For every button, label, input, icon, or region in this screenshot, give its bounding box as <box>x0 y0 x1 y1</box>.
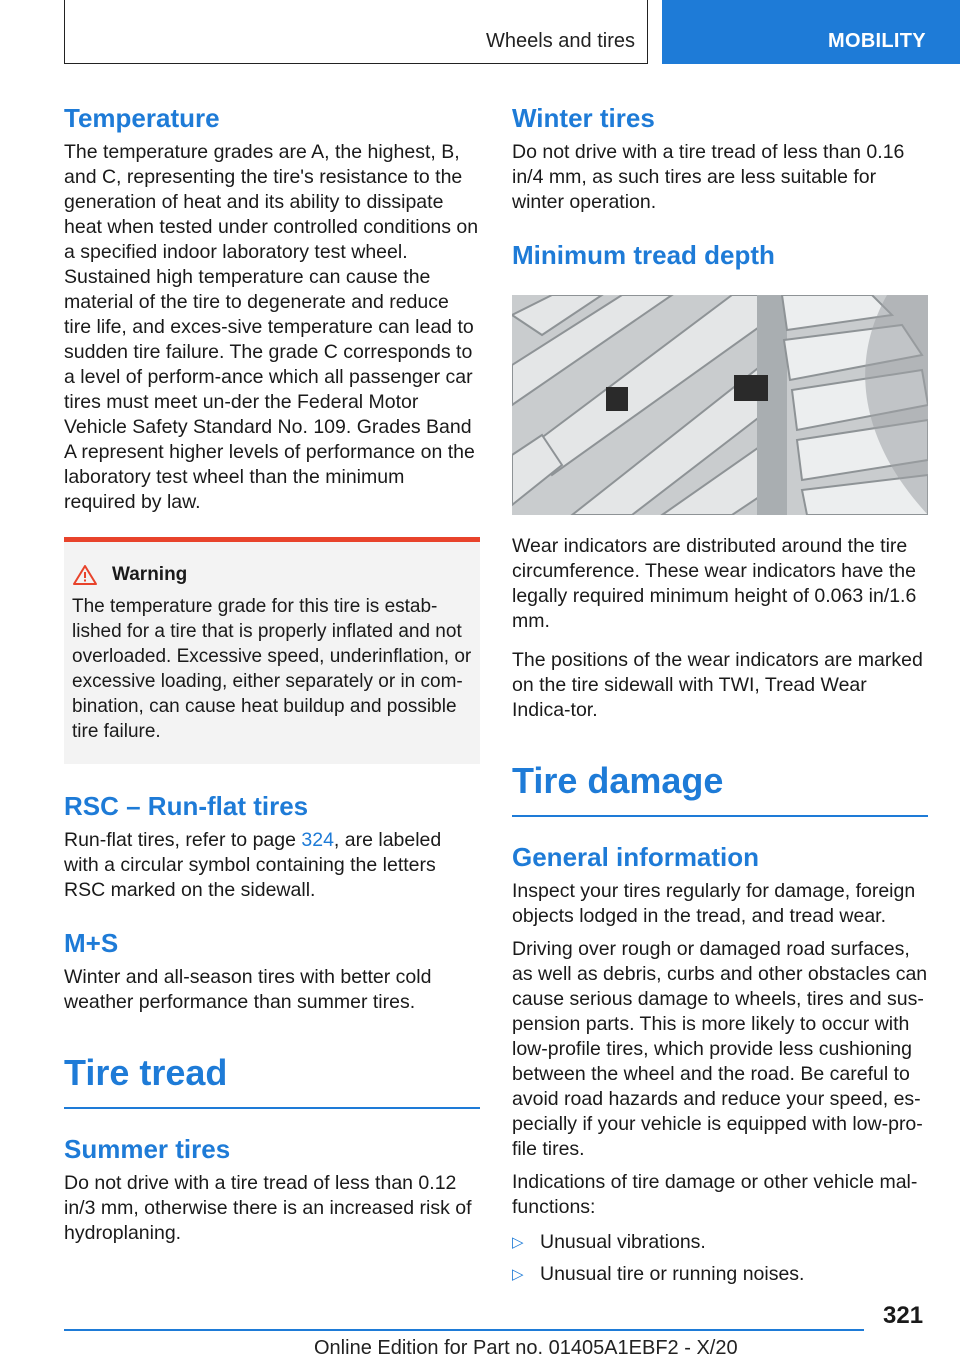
temperature-heading: Temperature <box>64 103 220 133</box>
right-column <box>512 100 928 1294</box>
rsc-paragraph <box>64 828 480 903</box>
temperature-paragraph: The temperature grades are A, the highest, B, and C, representing the tire's resistance to the generation of heat and its ability to dissipate heat when tested under controlled conditions on a specified indoor laboratory test wheel. Sustained high temperature can cause the material of the tire to degenerate and reduce tire life, and exces-sive temperature can lead to sudden tire failure. The grade C corresponds to a level of perform-ance which all passenger car tires must meet un-der the Federal Motor Vehicle Safety Standard No. 109. Grades Band A represent higher levels of performance on the laboratory test wheel than the minimum required by law. <box>64 141 479 513</box>
edition-note: Online Edition for Part no. 01405A1EBF2 - X/20 <box>314 1337 738 1359</box>
ms-heading: M+S <box>64 928 119 958</box>
list-item-text: Unusual vibrations. <box>540 1231 706 1253</box>
general-paragraph-3: Indications of tire damage or other vehicle mal-functions: <box>512 1171 918 1218</box>
rsc-heading: RSC – Run-flat tires <box>64 791 309 821</box>
winter-tires-heading: Winter tires <box>512 103 655 133</box>
wear-indicator-left <box>606 387 628 411</box>
wear-indicator-paragraph: Wear indicators are distributed around the tire circumference. These wear indicators have the legally required minimum height of 0.063 in/1.6 mm. <box>512 535 917 632</box>
minimum-tread-heading: Minimum tread depth <box>512 240 775 270</box>
ms-paragraph: Winter and all-season tires with better cold weather performance than summer tires. <box>64 966 432 1013</box>
general-paragraph-2: Driving over rough or damaged road surfaces, as well as debris, curbs and other obstacles can cause serious damage to wheels, tires and sus-pension parts. This is more likely to occur with low-profile tires, which provide less cushioning between the wheel and the road. Be careful to avoid road hazards and reduce your speed, es-pecially if your vehicle is equipped with low-pro-file tires. <box>512 938 928 1160</box>
header-box <box>64 0 648 64</box>
warning-box <box>64 537 480 764</box>
warning-title: Warning <box>112 564 188 585</box>
rsc-text-pre: Run-flat tires, refer to page <box>64 829 302 851</box>
twi-paragraph: The positions of the wear indicators are marked on the tire sidewall with TWI, Tread Wear Indica-tor. <box>512 649 923 721</box>
left-column <box>64 100 480 1246</box>
section-title: Wheels and tires <box>486 30 635 52</box>
warning-triangle-icon <box>72 564 98 586</box>
list-item-text: Unusual tire or running noises. <box>540 1263 805 1285</box>
tire-damage-heading: Tire damage <box>512 757 928 817</box>
damage-indications-list <box>512 1230 928 1287</box>
chapter-tab-label: MOBILITY <box>828 30 926 52</box>
summer-tires-paragraph: Do not drive with a tire tread of less than 0.12 in/3 mm, otherwise there is an increased risk of hydroplaning. <box>64 1172 472 1244</box>
summer-tires-heading: Summer tires <box>64 1134 231 1164</box>
tread-wear-indicator-illustration <box>512 295 928 515</box>
triangle-bullet-icon: ▷ <box>512 1266 524 1283</box>
rsc-text-post: , are labeled with a circular symbol containing the letters RSC marked on the sidewall. <box>64 829 442 901</box>
triangle-bullet-icon: ▷ <box>512 1234 524 1251</box>
warning-text: The temperature grade for this tire is estab-lished for a tire that is properly inflated and not overloaded. Excessive speed, underinflation, or excessive loading, either separately or in com-bination, can cause heat buildup and possible tire failure. <box>72 596 472 742</box>
general-information-heading: General information <box>512 842 760 872</box>
page-324-link[interactable]: 324 <box>301 829 334 851</box>
winter-tires-paragraph: Do not drive with a tire tread of less than 0.16 in/4 mm, as such tires are less suitable for winter operation. <box>512 141 905 213</box>
list-item <box>512 1230 928 1255</box>
footer-rule <box>64 1329 864 1331</box>
wear-indicator-right <box>734 375 768 401</box>
list-item <box>512 1262 928 1287</box>
page-number: 321 <box>883 1302 924 1329</box>
tire-tread-heading: Tire tread <box>64 1049 480 1109</box>
general-paragraph-1: Inspect your tires regularly for damage, foreign objects lodged in the tread, and tread wear. <box>512 880 916 927</box>
chapter-tab[interactable] <box>662 0 960 64</box>
warning-header <box>72 564 472 586</box>
